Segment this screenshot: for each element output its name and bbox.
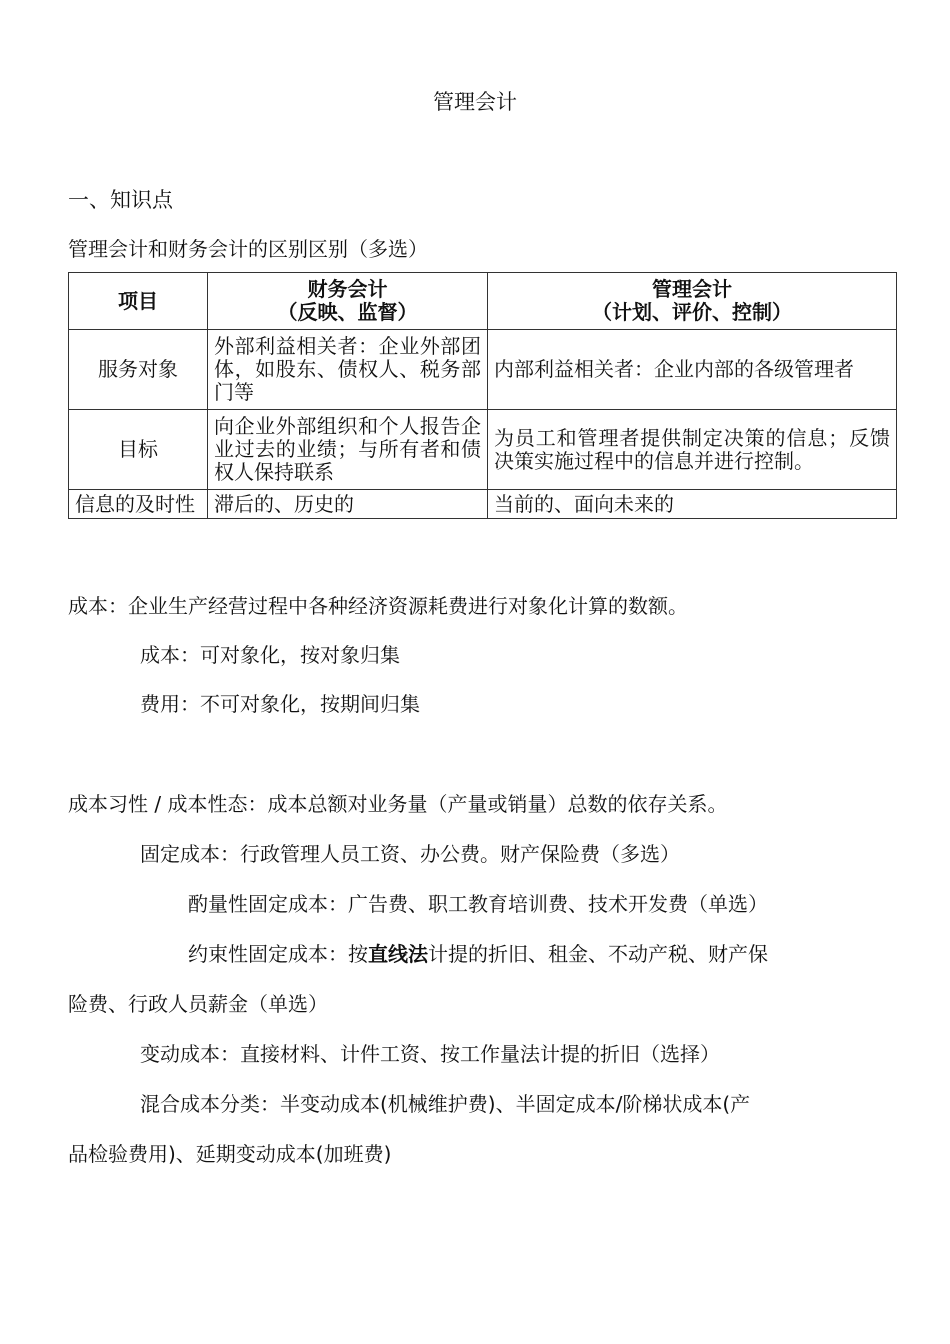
header-financial — [208, 273, 488, 330]
mixed-cost-line: 混合成本分类：半变动成本(机械维护费)、半固定成本/阶梯状成本(产 — [140, 1092, 751, 1116]
header-managerial-subtitle: （计划、评价、控制） — [592, 300, 792, 324]
managerial-cell: 内部利益相关者：企业内部的各级管理者 — [488, 330, 897, 410]
committed-fixed-cost-line — [188, 942, 768, 966]
financial-cell: 滞后的、历史的 — [208, 490, 488, 519]
table-row — [69, 410, 897, 490]
cost-behavior-definition: 成本习性 / 成本性态：成本总额对业务量（产量或销量）总数的依存关系。 — [68, 792, 728, 816]
cost-definition: 成本：企业生产经营过程中各种经济资源耗费进行对象化计算的数额。 — [68, 594, 688, 618]
table-caption: 管理会计和财务会计的区别区别（多选） — [68, 237, 428, 261]
row-label: 信息的及时性 — [69, 490, 208, 519]
managerial-cell: 当前的、面向未来的 — [488, 490, 897, 519]
cost-item: 成本：可对象化，按对象归集 — [140, 643, 400, 667]
page-title: 管理会计 — [433, 90, 517, 114]
row-label: 服务对象 — [69, 330, 208, 410]
table-row — [69, 330, 897, 410]
header-managerial — [488, 273, 897, 330]
mixed-cost-continuation: 品检验费用)、延期变动成本(加班费) — [68, 1142, 392, 1166]
comparison-table — [68, 272, 897, 519]
committed-fixed-cost-continuation: 险费、行政人员薪金（单选） — [68, 992, 328, 1016]
row-label: 目标 — [69, 410, 208, 490]
table-row — [69, 490, 897, 519]
header-item: 项目 — [69, 273, 208, 330]
table-header-row — [69, 273, 897, 330]
fixed-cost-line: 固定成本：行政管理人员工资、办公费。财产保险费（多选） — [140, 842, 680, 866]
discretionary-fixed-cost-line: 酌量性固定成本：广告费、职工教育培训费、技术开发费（单选） — [188, 892, 768, 916]
header-financial-subtitle: （反映、监督） — [277, 300, 418, 324]
straight-line-method-term: 直线法 — [368, 942, 428, 966]
financial-cell: 外部利益相关者：企业外部团体，如股东、债权人、税务部门等 — [208, 330, 488, 410]
committed-fixed-suffix: 计提的折旧、租金、不动产税、财产保 — [428, 942, 768, 966]
financial-cell: 向企业外部组织和个人报告企业过去的业绩；与所有者和债权人保持联系 — [208, 410, 488, 490]
managerial-cell: 为员工和管理者提供制定决策的信息；反馈决策实施过程中的信息并进行控制。 — [488, 410, 897, 490]
expense-item: 费用：不可对象化，按期间归集 — [140, 692, 420, 716]
variable-cost-line: 变动成本：直接材料、计件工资、按工作量法计提的折旧（选择） — [140, 1042, 720, 1066]
section-heading: 一、知识点 — [68, 188, 173, 212]
header-financial-title: 财务会计 — [307, 277, 388, 301]
header-managerial-title: 管理会计 — [652, 277, 732, 301]
committed-fixed-prefix: 约束性固定成本：按 — [188, 942, 368, 966]
